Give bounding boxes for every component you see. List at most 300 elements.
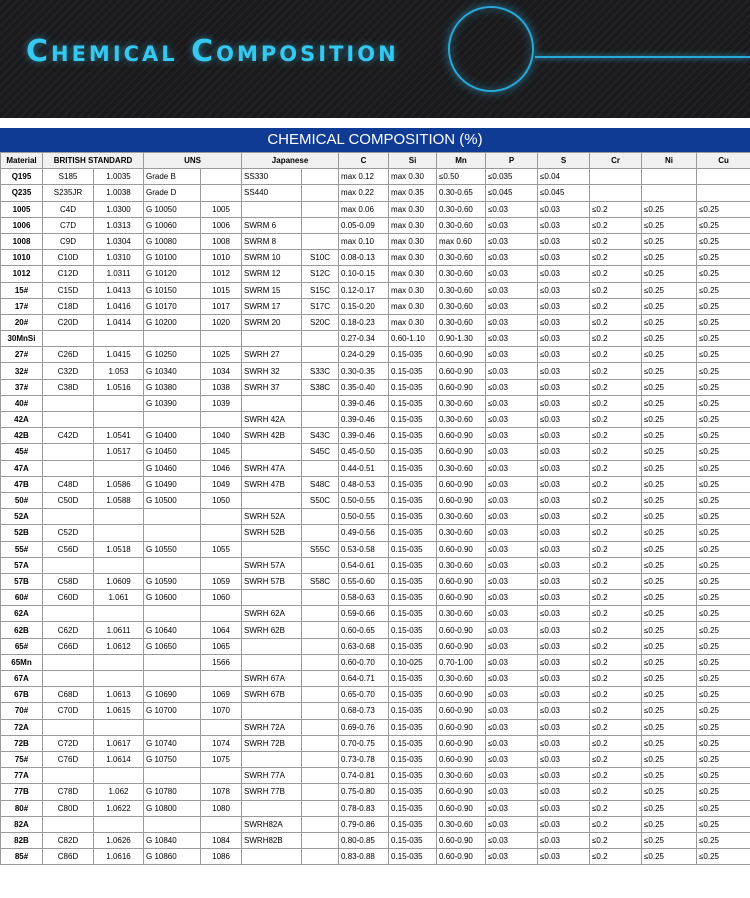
cell-japanese-jis: [302, 412, 339, 428]
cell-cr: ≤0.2: [590, 460, 642, 476]
cell-cr: ≤0.2: [590, 250, 642, 266]
cell-uns-code: G 10700: [144, 703, 201, 719]
cell-mn: 0.60-0.90: [437, 541, 486, 557]
cell-s: ≤0.03: [538, 395, 590, 411]
cell-british-num: 1.0310: [94, 250, 144, 266]
cell-british-num: 1.053: [94, 363, 144, 379]
cell-cr: ≤0.2: [590, 233, 642, 249]
cell-s: ≤0.03: [538, 250, 590, 266]
cell-ni: ≤0.25: [642, 412, 697, 428]
cell-ni: [642, 169, 697, 185]
cell-c: 0.54-0.61: [339, 557, 389, 573]
cell-s: ≤0.03: [538, 233, 590, 249]
cell-japanese-swrh: SWRM 12: [242, 266, 302, 282]
cell-mn: 0.60-0.90: [437, 784, 486, 800]
cell-p: ≤0.03: [486, 476, 538, 492]
cell-cu: ≤0.25: [697, 460, 750, 476]
cell-p: ≤0.03: [486, 201, 538, 217]
cell-ni: ≤0.25: [642, 671, 697, 687]
cell-british-std: C70D: [43, 703, 94, 719]
cell-uns-num: 1070: [201, 703, 242, 719]
cell-cu: ≤0.25: [697, 476, 750, 492]
cell-cu: [697, 185, 750, 201]
ring-decoration: [448, 6, 534, 92]
header-cr: Cr: [590, 153, 642, 169]
cell-s: ≤0.03: [538, 832, 590, 848]
header-cu: Cu: [697, 153, 750, 169]
cell-c: 0.58-0.63: [339, 590, 389, 606]
cell-material: 65#: [1, 638, 43, 654]
cell-japanese-jis: S12C: [302, 266, 339, 282]
cell-uns-num: 1080: [201, 800, 242, 816]
cell-mn: 0.90-1.30: [437, 331, 486, 347]
cell-british-num: [94, 719, 144, 735]
cell-s: ≤0.03: [538, 347, 590, 363]
cell-japanese-swrh: SWRH 67A: [242, 671, 302, 687]
cell-ni: ≤0.25: [642, 347, 697, 363]
cell-si: 0.15-035: [389, 363, 437, 379]
cell-c: max 0.06: [339, 201, 389, 217]
cell-british-std: S185: [43, 169, 94, 185]
cell-c: 0.10-0.15: [339, 266, 389, 282]
cell-uns-code: [144, 816, 201, 832]
cell-cu: ≤0.25: [697, 217, 750, 233]
cell-s: ≤0.03: [538, 217, 590, 233]
cell-uns-num: 1038: [201, 379, 242, 395]
cell-uns-code: G 10840: [144, 832, 201, 848]
cell-cu: ≤0.25: [697, 719, 750, 735]
cell-cu: ≤0.25: [697, 671, 750, 687]
cell-c: 0.55-0.60: [339, 573, 389, 589]
cell-s: ≤0.04: [538, 169, 590, 185]
cell-uns-code: [144, 768, 201, 784]
cell-mn: 0.60-0.90: [437, 832, 486, 848]
cell-british-std: [43, 606, 94, 622]
cell-c: 0.79-0.86: [339, 816, 389, 832]
cell-c: 0.35-0.40: [339, 379, 389, 395]
cell-si: 0.15-035: [389, 379, 437, 395]
cell-uns-code: G 10170: [144, 298, 201, 314]
table-row: [1, 201, 750, 217]
cell-uns-code: G 10800: [144, 800, 201, 816]
cell-uns-num: 1049: [201, 476, 242, 492]
cell-british-std: C82D: [43, 832, 94, 848]
cell-mn: 0.60-0.90: [437, 573, 486, 589]
cell-ni: ≤0.25: [642, 250, 697, 266]
cell-p: ≤0.03: [486, 217, 538, 233]
cell-p: ≤0.03: [486, 768, 538, 784]
cell-c: 0.68-0.73: [339, 703, 389, 719]
cell-uns-code: [144, 671, 201, 687]
header-p: P: [486, 153, 538, 169]
cell-cr: ≤0.2: [590, 638, 642, 654]
cell-british-std: [43, 331, 94, 347]
cell-british-num: 1.0588: [94, 492, 144, 508]
cell-british-std: C52D: [43, 525, 94, 541]
cell-cr: ≤0.2: [590, 816, 642, 832]
cell-british-std: C78D: [43, 784, 94, 800]
table-row: [1, 606, 750, 622]
header-s: S: [538, 153, 590, 169]
cell-material: 62A: [1, 606, 43, 622]
cell-s: ≤0.03: [538, 201, 590, 217]
cell-ni: ≤0.25: [642, 849, 697, 865]
cell-japanese-jis: [302, 768, 339, 784]
table-row: [1, 622, 750, 638]
cell-uns-code: G 10060: [144, 217, 201, 233]
cell-p: ≤0.03: [486, 492, 538, 508]
cell-japanese-jis: [302, 784, 339, 800]
cell-japanese-jis: [302, 331, 339, 347]
cell-p: ≤0.03: [486, 412, 538, 428]
cell-c: 0.59-0.66: [339, 606, 389, 622]
table-row: [1, 282, 750, 298]
table-row: [1, 395, 750, 411]
cell-uns-num: 1065: [201, 638, 242, 654]
cell-uns-code: G 10100: [144, 250, 201, 266]
cell-japanese-jis: [302, 185, 339, 201]
cell-uns-num: [201, 509, 242, 525]
cell-si: 0.15-035: [389, 476, 437, 492]
cell-c: 0.18-0.23: [339, 314, 389, 330]
cell-uns-code: G 10500: [144, 492, 201, 508]
cell-mn: 0.30-0.60: [437, 201, 486, 217]
cell-mn: 0.30-0.60: [437, 768, 486, 784]
cell-cr: ≤0.2: [590, 849, 642, 865]
cell-japanese-jis: S10C: [302, 250, 339, 266]
cell-uns-num: 1008: [201, 233, 242, 249]
cell-uns-num: 1064: [201, 622, 242, 638]
cell-japanese-swrh: [242, 444, 302, 460]
cell-japanese-jis: [302, 849, 339, 865]
cell-mn: 0.30-0.60: [437, 557, 486, 573]
cell-mn: 0.30-0.60: [437, 250, 486, 266]
cell-japanese-swrh: SWRH 77B: [242, 784, 302, 800]
cell-japanese-swrh: SWRH 72B: [242, 735, 302, 751]
cell-japanese-swrh: SWRM 10: [242, 250, 302, 266]
cell-si: 0.15-035: [389, 671, 437, 687]
cell-material: 1008: [1, 233, 43, 249]
cell-british-std: C62D: [43, 622, 94, 638]
cell-british-num: 1.0613: [94, 687, 144, 703]
table-row: [1, 590, 750, 606]
cell-ni: ≤0.25: [642, 460, 697, 476]
cell-si: 0.15-035: [389, 638, 437, 654]
cell-material: 45#: [1, 444, 43, 460]
cell-c: 0.50-0.55: [339, 509, 389, 525]
cell-s: ≤0.03: [538, 687, 590, 703]
cell-mn: 0.30-0.60: [437, 412, 486, 428]
cell-uns-num: 1039: [201, 395, 242, 411]
cell-mn: ≤0.50: [437, 169, 486, 185]
table-row: [1, 412, 750, 428]
cell-british-num: 1.0611: [94, 622, 144, 638]
table-row: [1, 185, 750, 201]
cell-japanese-jis: [302, 606, 339, 622]
cell-cu: ≤0.25: [697, 687, 750, 703]
cell-p: ≤0.035: [486, 169, 538, 185]
cell-s: ≤0.03: [538, 460, 590, 476]
cell-cr: ≤0.2: [590, 331, 642, 347]
cell-si: max 0.30: [389, 201, 437, 217]
cell-uns-code: G 10690: [144, 687, 201, 703]
table-row: [1, 784, 750, 800]
cell-japanese-jis: [302, 169, 339, 185]
cell-british-num: 1.0311: [94, 266, 144, 282]
cell-p: ≤0.03: [486, 331, 538, 347]
cell-cr: ≤0.2: [590, 444, 642, 460]
cell-material: 62B: [1, 622, 43, 638]
cell-british-std: C56D: [43, 541, 94, 557]
cell-cu: ≤0.25: [697, 492, 750, 508]
cell-japanese-swrh: SWRH 32: [242, 363, 302, 379]
cell-ni: ≤0.25: [642, 201, 697, 217]
cell-material: 15#: [1, 282, 43, 298]
cell-c: 0.48-0.53: [339, 476, 389, 492]
cell-japanese-swrh: SWRH 72A: [242, 719, 302, 735]
cell-uns-code: G 10380: [144, 379, 201, 395]
cell-cr: ≤0.2: [590, 573, 642, 589]
cell-british-std: C60D: [43, 590, 94, 606]
cell-p: ≤0.03: [486, 541, 538, 557]
cell-british-std: C68D: [43, 687, 94, 703]
cell-si: 0.15-035: [389, 768, 437, 784]
cell-british-num: [94, 654, 144, 670]
cell-uns-num: 1010: [201, 250, 242, 266]
cell-c: max 0.12: [339, 169, 389, 185]
cell-s: ≤0.03: [538, 849, 590, 865]
cell-japanese-jis: S38C: [302, 379, 339, 395]
cell-cr: ≤0.2: [590, 622, 642, 638]
cell-p: ≤0.03: [486, 250, 538, 266]
cell-british-std: C18D: [43, 298, 94, 314]
cell-p: ≤0.03: [486, 735, 538, 751]
table-row: [1, 428, 750, 444]
cell-cr: ≤0.2: [590, 298, 642, 314]
cell-british-num: 1.0415: [94, 347, 144, 363]
cell-s: ≤0.03: [538, 590, 590, 606]
cell-material: 17#: [1, 298, 43, 314]
cell-japanese-jis: [302, 735, 339, 751]
cell-mn: 0.60-0.90: [437, 638, 486, 654]
cell-uns-num: 1086: [201, 849, 242, 865]
cell-british-std: C42D: [43, 428, 94, 444]
cell-material: 1012: [1, 266, 43, 282]
cell-uns-num: [201, 557, 242, 573]
cell-japanese-jis: [302, 201, 339, 217]
cell-p: ≤0.03: [486, 849, 538, 865]
cell-japanese-jis: S45C: [302, 444, 339, 460]
cell-japanese-jis: [302, 816, 339, 832]
cell-ni: ≤0.25: [642, 784, 697, 800]
cell-si: 0.60-1.10: [389, 331, 437, 347]
table-row: [1, 768, 750, 784]
cell-p: ≤0.03: [486, 638, 538, 654]
cell-c: 0.50-0.55: [339, 492, 389, 508]
cell-cu: ≤0.25: [697, 395, 750, 411]
cell-material: 40#: [1, 395, 43, 411]
cell-uns-code: Grade D: [144, 185, 201, 201]
cell-japanese-swrh: [242, 703, 302, 719]
cell-british-num: 1.0615: [94, 703, 144, 719]
cell-cu: ≤0.25: [697, 428, 750, 444]
cell-s: ≤0.03: [538, 751, 590, 767]
cell-uns-num: 1040: [201, 428, 242, 444]
header-mn: Mn: [437, 153, 486, 169]
cell-cr: ≤0.2: [590, 654, 642, 670]
cell-material: 27#: [1, 347, 43, 363]
cell-p: ≤0.03: [486, 428, 538, 444]
cell-mn: 0.60-0.90: [437, 735, 486, 751]
cell-uns-num: 1046: [201, 460, 242, 476]
cell-uns-num: [201, 185, 242, 201]
cell-japanese-swrh: SWRH 47A: [242, 460, 302, 476]
cell-material: 72A: [1, 719, 43, 735]
cell-cr: [590, 169, 642, 185]
cell-british-num: 1.0300: [94, 201, 144, 217]
cell-c: 0.63-0.68: [339, 638, 389, 654]
cell-uns-num: 1006: [201, 217, 242, 233]
cell-uns-code: [144, 331, 201, 347]
cell-japanese-swrh: SWRH 52B: [242, 525, 302, 541]
cell-p: ≤0.03: [486, 233, 538, 249]
cell-british-std: C9D: [43, 233, 94, 249]
cell-s: ≤0.03: [538, 428, 590, 444]
cell-c: 0.39-0.46: [339, 395, 389, 411]
table-row: [1, 266, 750, 282]
cell-cu: ≤0.25: [697, 331, 750, 347]
cell-ni: ≤0.25: [642, 298, 697, 314]
cell-mn: 0.30-0.65: [437, 185, 486, 201]
cell-british-std: [43, 557, 94, 573]
cell-japanese-jis: S43C: [302, 428, 339, 444]
cell-s: ≤0.03: [538, 412, 590, 428]
cell-c: 0.08-0.13: [339, 250, 389, 266]
cell-mn: 0.60-0.90: [437, 379, 486, 395]
cell-si: 0.15-035: [389, 509, 437, 525]
cell-uns-num: 1005: [201, 201, 242, 217]
cell-p: ≤0.03: [486, 379, 538, 395]
cell-si: 0.15-035: [389, 784, 437, 800]
cell-material: 52A: [1, 509, 43, 525]
cell-japanese-swrh: [242, 751, 302, 767]
cell-cu: ≤0.25: [697, 201, 750, 217]
cell-cu: ≤0.25: [697, 347, 750, 363]
cell-material: 1006: [1, 217, 43, 233]
cell-cr: ≤0.2: [590, 735, 642, 751]
cell-si: 0.15-035: [389, 703, 437, 719]
cell-cr: ≤0.2: [590, 768, 642, 784]
cell-uns-code: G 10650: [144, 638, 201, 654]
header-japanese: Japanese: [242, 153, 339, 169]
cell-uns-num: 1060: [201, 590, 242, 606]
cell-mn: 0.60-0.90: [437, 492, 486, 508]
cell-british-std: C66D: [43, 638, 94, 654]
cell-p: ≤0.03: [486, 363, 538, 379]
cell-japanese-jis: [302, 638, 339, 654]
cell-c: 0.64-0.71: [339, 671, 389, 687]
cell-p: ≤0.03: [486, 557, 538, 573]
cell-c: 0.73-0.78: [339, 751, 389, 767]
cell-s: ≤0.03: [538, 476, 590, 492]
cell-si: 0.15-035: [389, 412, 437, 428]
cell-cu: ≤0.25: [697, 751, 750, 767]
cell-cr: ≤0.2: [590, 751, 642, 767]
cell-ni: ≤0.25: [642, 638, 697, 654]
cell-cu: ≤0.25: [697, 525, 750, 541]
cell-uns-code: [144, 509, 201, 525]
cell-japanese-swrh: SWRH 67B: [242, 687, 302, 703]
cell-uns-num: 1059: [201, 573, 242, 589]
cell-uns-num: 1069: [201, 687, 242, 703]
cell-si: 0.15-035: [389, 573, 437, 589]
cell-british-std: [43, 719, 94, 735]
table-row: [1, 169, 750, 185]
cell-ni: ≤0.25: [642, 331, 697, 347]
cell-british-num: [94, 525, 144, 541]
cell-c: max 0.22: [339, 185, 389, 201]
cell-mn: 0.30-0.60: [437, 671, 486, 687]
table-row: [1, 638, 750, 654]
banner-title: Chemical Composition: [26, 34, 399, 69]
cell-uns-num: 1025: [201, 347, 242, 363]
cell-c: 0.05-0.09: [339, 217, 389, 233]
cell-cr: ≤0.2: [590, 784, 642, 800]
cell-s: ≤0.03: [538, 492, 590, 508]
cell-s: ≤0.03: [538, 509, 590, 525]
cell-japanese-jis: [302, 590, 339, 606]
cell-p: ≤0.03: [486, 282, 538, 298]
cell-british-num: [94, 460, 144, 476]
cell-material: 60#: [1, 590, 43, 606]
cell-p: ≤0.03: [486, 622, 538, 638]
cell-ni: [642, 185, 697, 201]
cell-british-num: 1.0516: [94, 379, 144, 395]
cell-mn: 0.70-1.00: [437, 654, 486, 670]
header-uns: UNS: [144, 153, 242, 169]
cell-si: max 0.30: [389, 298, 437, 314]
cell-material: 65Mn: [1, 654, 43, 670]
cell-cu: ≤0.25: [697, 784, 750, 800]
cell-japanese-swrh: SWRH 77A: [242, 768, 302, 784]
cell-ni: ≤0.25: [642, 266, 697, 282]
table-row: [1, 654, 750, 670]
cell-uns-code: G 10400: [144, 428, 201, 444]
cell-cr: ≤0.2: [590, 476, 642, 492]
cell-s: ≤0.03: [538, 573, 590, 589]
cell-british-num: [94, 395, 144, 411]
cell-material: 82A: [1, 816, 43, 832]
cell-s: ≤0.03: [538, 768, 590, 784]
cell-uns-num: [201, 412, 242, 428]
cell-british-num: [94, 606, 144, 622]
cell-japanese-swrh: SWRH 27: [242, 347, 302, 363]
cell-material: 70#: [1, 703, 43, 719]
cell-mn: 0.30-0.60: [437, 460, 486, 476]
cell-p: ≤0.03: [486, 654, 538, 670]
cell-japanese-jis: S17C: [302, 298, 339, 314]
cell-si: 0.15-035: [389, 541, 437, 557]
cell-c: 0.74-0.81: [339, 768, 389, 784]
cell-s: ≤0.03: [538, 606, 590, 622]
table-row: [1, 476, 750, 492]
cell-mn: 0.30-0.60: [437, 525, 486, 541]
cell-british-std: C4D: [43, 201, 94, 217]
cell-british-std: C26D: [43, 347, 94, 363]
cell-uns-code: [144, 557, 201, 573]
cell-british-num: [94, 331, 144, 347]
cell-british-num: 1.061: [94, 590, 144, 606]
